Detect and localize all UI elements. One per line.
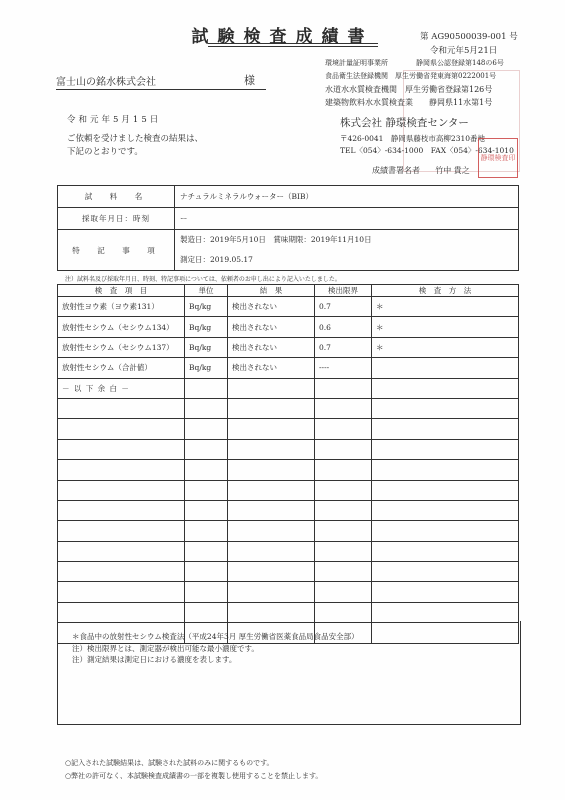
- result-value: 検出されない: [228, 337, 315, 357]
- footnote-line: ＊食品中の放射性セシウム検査法（平成24年3月 厚生労働省医薬食品局食品安全部）: [72, 632, 359, 641]
- result-method: [372, 419, 519, 439]
- result-item: [58, 439, 185, 459]
- results-body: [58, 297, 519, 644]
- result-limit: [315, 419, 372, 439]
- result-item: 放射性セシウム（セシウム134）: [58, 317, 185, 337]
- client-honorific: 様: [244, 74, 255, 87]
- result-item: [58, 602, 185, 622]
- result-item: － 以 下 余 白 －: [58, 378, 185, 398]
- bottom-note: ○記入された試験結果は、試験された試料のみに関するものです。: [65, 759, 274, 767]
- result-item: 放射性セシウム（セシウム137）: [58, 337, 185, 357]
- signer-name: 竹中 貴之: [435, 166, 470, 175]
- result-method: [372, 582, 519, 602]
- result-limit: [315, 439, 372, 459]
- result-limit: ----: [315, 358, 372, 378]
- result-value: [228, 480, 315, 500]
- result-limit: 0.7: [315, 337, 372, 357]
- result-method: [372, 358, 519, 378]
- result-value: [228, 562, 315, 582]
- table-row: [58, 208, 519, 230]
- document-number: 第 AG90500039-001 号: [420, 32, 518, 42]
- column-header: 結 果: [228, 285, 315, 297]
- special-notes-line: 製造日：2019年5月10日 賞味期限：2019年11月10日: [180, 235, 372, 244]
- column-header: 検 査 方 法: [372, 285, 519, 297]
- client-name: 富士山の銘水株式会社: [56, 77, 156, 88]
- result-unit: Bq/kg: [185, 317, 228, 337]
- table-row: [58, 480, 519, 500]
- result-limit: [315, 562, 372, 582]
- result-value: 検出されない: [228, 317, 315, 337]
- result-item: [58, 500, 185, 520]
- result-value: [228, 419, 315, 439]
- result-value: 検出されない: [228, 297, 315, 317]
- result-method: [372, 398, 519, 418]
- table-row: [58, 317, 519, 337]
- table-row: [58, 460, 519, 480]
- result-method: [372, 480, 519, 500]
- company-name: 株式会社 静環検査センター: [340, 117, 469, 129]
- result-limit: [315, 582, 372, 602]
- company-seal: 静環検査印: [478, 138, 518, 178]
- result-value: [228, 460, 315, 480]
- result-unit: [185, 439, 228, 459]
- result-value: [228, 602, 315, 622]
- result-unit: [185, 480, 228, 500]
- table-row: [58, 398, 519, 418]
- result-method: [372, 521, 519, 541]
- results-table: [57, 284, 519, 644]
- result-limit: [315, 500, 372, 520]
- sampling-date-label: 採取年月日：時刻: [58, 208, 175, 230]
- result-limit: 0.6: [315, 317, 372, 337]
- result-unit: [185, 521, 228, 541]
- result-unit: Bq/kg: [185, 297, 228, 317]
- result-method: [372, 460, 519, 480]
- result-limit: [315, 378, 372, 398]
- result-item: [58, 398, 185, 418]
- result-value: 検出されない: [228, 358, 315, 378]
- company-contact: TEL〈054〉-634-1000 FAX〈054〉-634-1010: [340, 146, 514, 155]
- table-row: [58, 230, 519, 271]
- signer-label: 成績書署名者: [372, 166, 420, 175]
- table-row: [58, 439, 519, 459]
- table-row: [58, 358, 519, 378]
- table-row: [58, 541, 519, 561]
- intro-text: ご依頼を受けました検査の結果は、: [67, 134, 204, 144]
- table-row: [58, 297, 519, 317]
- sample-note: 注）試料名及び採取年月日、時刻、特記事項については、依頼者のお申し出により記入いたしました。: [65, 276, 341, 283]
- table-row: [58, 562, 519, 582]
- result-item: [58, 541, 185, 561]
- result-limit: [315, 460, 372, 480]
- result-limit: 0.7: [315, 297, 372, 317]
- column-header: 検 査 項 目: [58, 285, 185, 297]
- result-unit: [185, 562, 228, 582]
- result-method: [372, 439, 519, 459]
- issue-date: 令和元年5月15日: [67, 115, 162, 125]
- table-header-row: [58, 285, 519, 297]
- sampling-date-value: ー: [175, 208, 519, 230]
- result-item: 放射性ヨウ素（ヨウ素131）: [58, 297, 185, 317]
- table-row: [58, 378, 519, 398]
- company-address: 〒426-0041 静岡県藤枝市高柳2310番地: [340, 134, 486, 143]
- table-row: [58, 521, 519, 541]
- table-row: [58, 186, 519, 208]
- result-unit: [185, 378, 228, 398]
- result-value: [228, 398, 315, 418]
- table-row: [58, 582, 519, 602]
- result-method: [372, 378, 519, 398]
- result-item: [58, 521, 185, 541]
- result-value: [228, 521, 315, 541]
- intro-text: 下記のとおりです。: [67, 147, 143, 157]
- result-value: [228, 582, 315, 602]
- result-value: [228, 378, 315, 398]
- registration-line: 水道水水質検査機関 厚生労働省登録第126号: [325, 85, 493, 94]
- sample-name-value: ナチュラルミネラルウォーター（BIB）: [175, 186, 519, 208]
- result-limit: [315, 480, 372, 500]
- title-underline: [208, 43, 378, 47]
- result-value: [228, 439, 315, 459]
- result-method: ＊: [372, 337, 519, 357]
- result-item: [58, 480, 185, 500]
- result-unit: Bq/kg: [185, 337, 228, 357]
- document-title: 試験検査成績書: [191, 27, 374, 47]
- result-unit: [185, 419, 228, 439]
- special-notes-line: 測定日：2019.05.17: [180, 255, 253, 264]
- sample-info-table: [57, 185, 519, 271]
- signer: [372, 165, 470, 176]
- result-unit: [185, 582, 228, 602]
- bottom-note: ○弊社の許可なく、本試験検査成績書の一部を複製し使用することを禁止します。: [65, 772, 323, 780]
- footnote-line: 注）測定結果は測定日における濃度を表します。: [72, 655, 237, 664]
- table-row: [58, 419, 519, 439]
- result-method: [372, 562, 519, 582]
- column-header: 単位: [185, 285, 228, 297]
- result-item: 放射性セシウム（合計値）: [58, 358, 185, 378]
- result-unit: [185, 460, 228, 480]
- special-notes-value: [175, 230, 519, 271]
- result-value: [228, 500, 315, 520]
- result-unit: [185, 500, 228, 520]
- result-method: [372, 602, 519, 622]
- result-limit: [315, 602, 372, 622]
- result-item: [58, 419, 185, 439]
- result-limit: [315, 521, 372, 541]
- result-method: ＊: [372, 317, 519, 337]
- result-method: [372, 500, 519, 520]
- result-item: [58, 582, 185, 602]
- result-item: [58, 460, 185, 480]
- client-underline: [56, 89, 266, 90]
- divider: [57, 724, 519, 725]
- footnote-line: 注）検出限界とは、測定器が検出可能な最小濃度です。: [72, 643, 259, 653]
- result-method: ＊: [372, 297, 519, 317]
- special-notes-label: 特 記 事 項: [58, 230, 175, 271]
- sample-name-label: 試 料 名: [58, 186, 175, 208]
- table-row: [58, 602, 519, 622]
- column-header: 検出限界: [315, 285, 372, 297]
- result-unit: [185, 541, 228, 561]
- result-unit: [185, 398, 228, 418]
- result-limit: [315, 541, 372, 561]
- registration-line: 環境計量証明事業所 静岡県公認登録第148の6号: [325, 59, 504, 67]
- result-item: [58, 562, 185, 582]
- result-method: [372, 541, 519, 561]
- result-value: [228, 541, 315, 561]
- result-limit: [315, 398, 372, 418]
- registration-line: 建築物飲料水水質検査業 静岡県11水第1号: [325, 98, 493, 107]
- registration-line: 食品衛生法登録機関 厚生労働省発東海第0222001号: [325, 72, 497, 80]
- footnotes: [72, 631, 359, 666]
- document-date: 令和元年5月21日: [430, 46, 498, 56]
- result-unit: Bq/kg: [185, 358, 228, 378]
- result-unit: [185, 602, 228, 622]
- table-row: [58, 337, 519, 357]
- table-row: [58, 500, 519, 520]
